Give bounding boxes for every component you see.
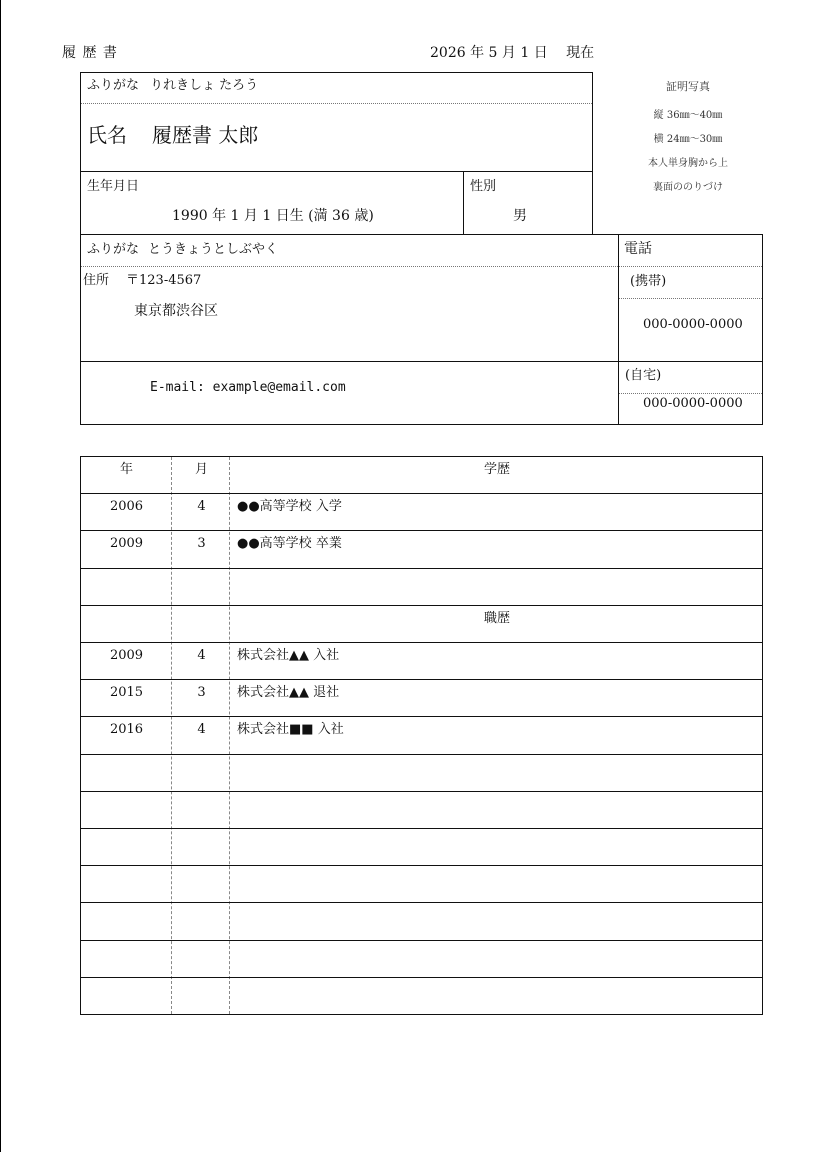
table-row <box>81 679 763 716</box>
row-month: 4 <box>197 499 206 514</box>
month-header: 月 <box>194 462 208 477</box>
work-header-row <box>81 605 763 642</box>
photo-glue-note: 裏面ののりづけ <box>653 182 723 193</box>
furigana-divider <box>81 103 592 104</box>
address-furigana-label: ふりがな <box>87 242 140 257</box>
full-name: 履歴書 太郎 <box>152 123 259 147</box>
mobile-label: (携帯) <box>630 274 667 289</box>
document-date: 2026 年 5 月 1 日 現在 <box>430 45 595 61</box>
row-text: 株式会社▲▲ 入社 <box>237 648 340 663</box>
row-line <box>81 828 762 829</box>
photo-title: 証明写真 <box>666 80 710 93</box>
row-month: 3 <box>197 536 206 551</box>
home-number: 000-0000-0000 <box>643 396 743 411</box>
name-label: 氏名 <box>87 123 127 147</box>
row-line <box>81 568 762 569</box>
row-month: 3 <box>197 685 206 700</box>
row-year: 2016 <box>109 722 144 737</box>
photo-height: 縦 36㎜～40㎜ <box>653 110 723 121</box>
row-line <box>81 754 762 755</box>
table-row <box>81 716 763 753</box>
home-label: (自宅) <box>625 368 662 383</box>
row-year: 2009 <box>109 536 144 551</box>
address-furigana: とうきょうとしぶやく <box>148 242 279 257</box>
email-value: E-mail: example@email.com <box>150 380 346 395</box>
table-row <box>81 493 763 530</box>
birth-date: 1990 年 1 月 1 日生 (満 36 歳) <box>172 208 374 224</box>
row-year: 2006 <box>109 499 144 514</box>
phone-column-divider <box>618 235 619 424</box>
gender-divider <box>463 171 464 234</box>
postal-code: 〒123-4567 <box>126 273 202 288</box>
row-year: 2009 <box>109 648 144 663</box>
table-header-row <box>81 456 763 493</box>
document-title: 履 歴 書 <box>62 45 118 61</box>
work-header: 職歴 <box>483 611 510 626</box>
row-year: 2015 <box>109 685 144 700</box>
address-furigana-divider <box>81 266 618 267</box>
row-line <box>81 940 762 941</box>
photo-width: 横 24㎜～30㎜ <box>653 134 723 145</box>
row-line <box>81 865 762 866</box>
address-email-divider <box>81 361 618 362</box>
education-header: 学歴 <box>483 462 510 477</box>
mobile-number: 000-0000-0000 <box>643 317 743 332</box>
mobile-home-divider <box>619 361 762 362</box>
gender-label: 性別 <box>470 179 497 194</box>
phone-label: 電話 <box>624 241 652 257</box>
birth-label: 生年月日 <box>87 179 140 194</box>
row-text: ●●高等学校 卒業 <box>237 536 342 551</box>
address-label: 住所 <box>83 273 110 288</box>
row-month: 4 <box>197 722 206 737</box>
phone-label-divider <box>619 266 762 267</box>
row-text: 株式会社■■ 入社 <box>237 722 344 737</box>
row-line <box>81 791 762 792</box>
name-furigana: りれきしょ たろう <box>150 78 259 93</box>
name-furigana-label: ふりがな <box>87 78 140 93</box>
row-text: 株式会社▲▲ 退社 <box>237 685 340 700</box>
row-line <box>81 977 762 978</box>
page-border-left <box>0 0 1 1152</box>
year-header: 年 <box>119 462 133 477</box>
home-label-divider <box>619 393 762 394</box>
address-value: 東京都渋谷区 <box>134 303 218 319</box>
photo-pose: 本人単身胸から上 <box>648 158 728 169</box>
table-row <box>81 642 763 679</box>
name-birth-divider <box>81 171 592 172</box>
row-line <box>81 902 762 903</box>
row-month: 4 <box>197 648 206 663</box>
gender-value: 男 <box>513 208 527 224</box>
table-row <box>81 530 763 567</box>
mobile-label-divider <box>619 298 762 299</box>
row-text: ●●高等学校 入学 <box>237 499 342 514</box>
